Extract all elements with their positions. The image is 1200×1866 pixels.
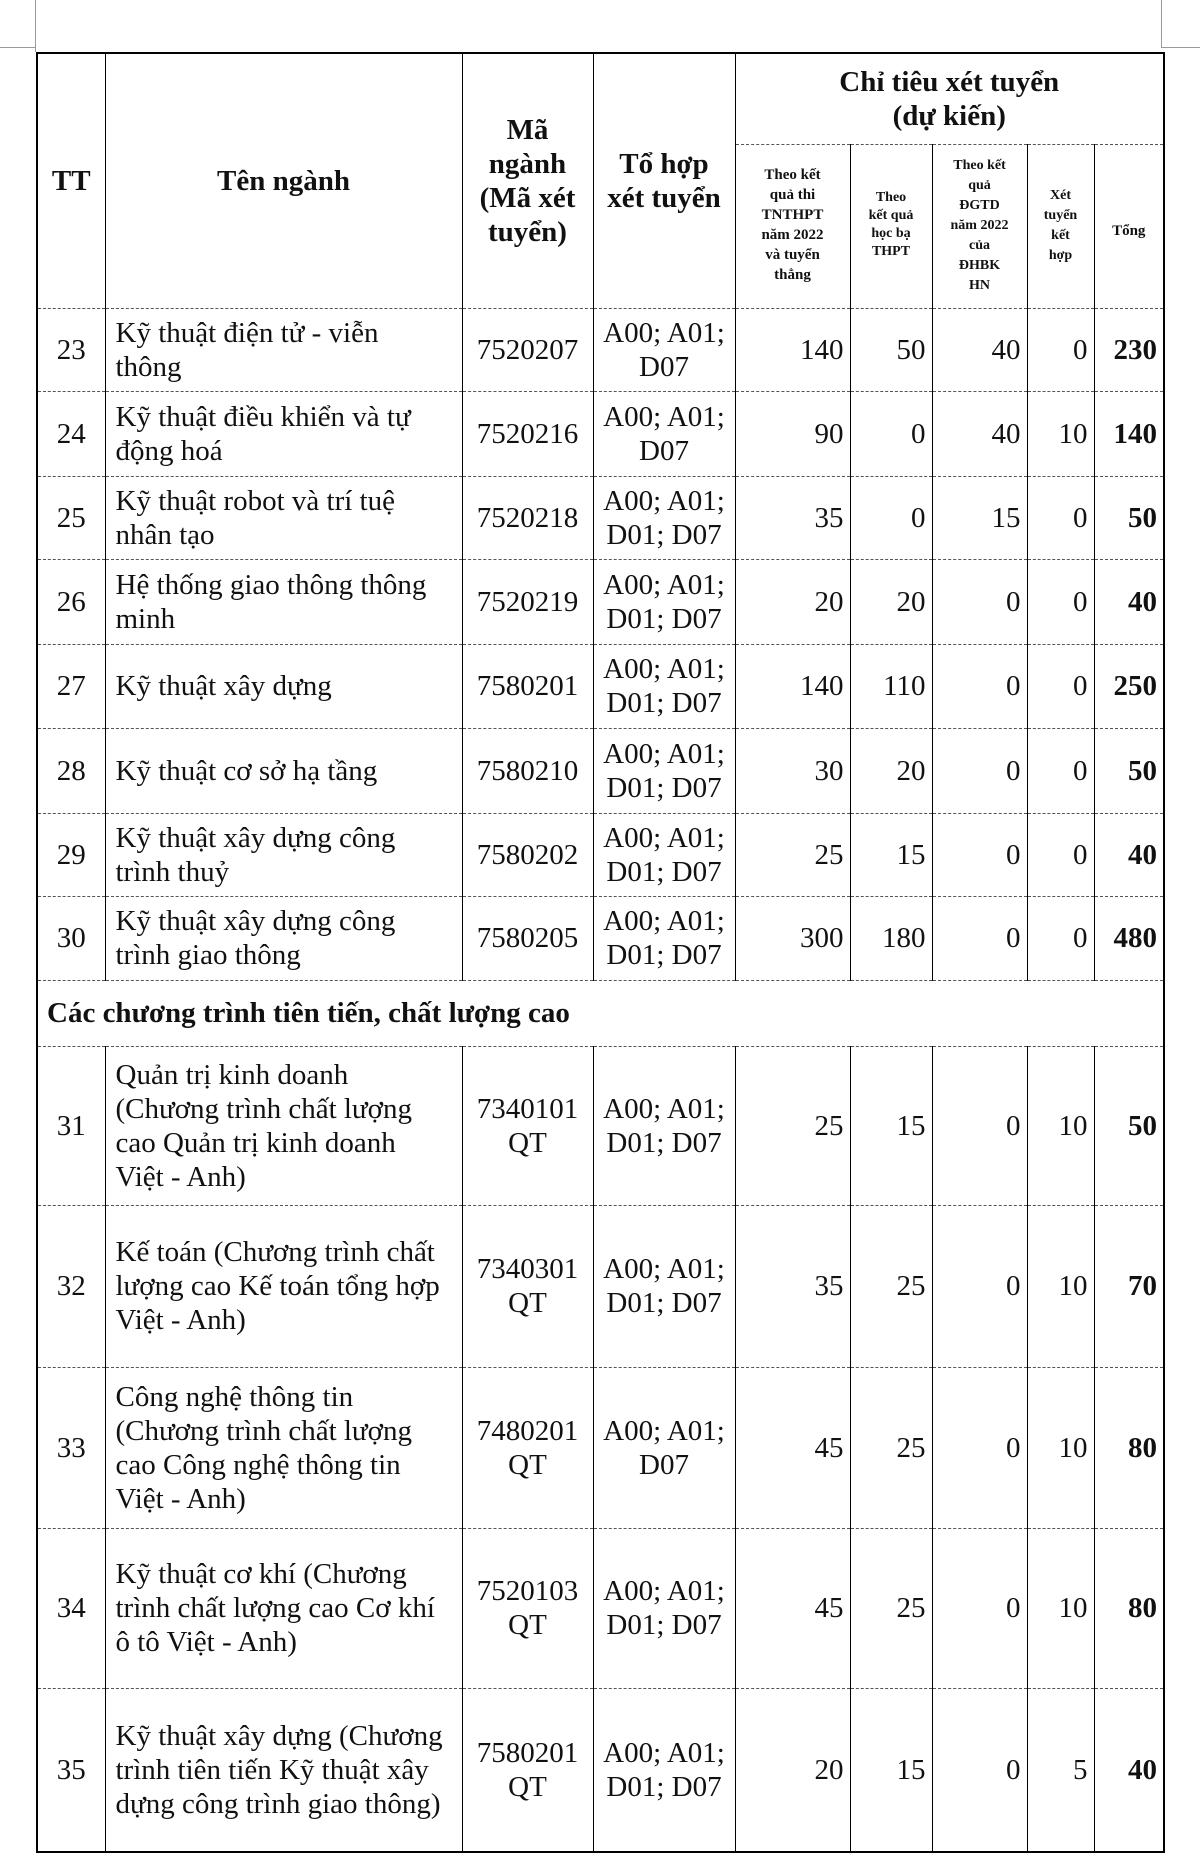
margin-mark-top-right-vertical xyxy=(1161,0,1162,48)
header-quota-group xyxy=(735,53,1164,144)
cell-quota-aptitude: 40 xyxy=(932,391,1027,476)
cell-program-code: 7520218 xyxy=(462,476,593,559)
cell-program-code: 7580202 xyxy=(462,813,593,896)
cell-quota-combined: 5 xyxy=(1027,1688,1094,1852)
cell-quota-aptitude: 0 xyxy=(932,728,1027,813)
cell-program-name: Kỹ thuật xây dựng xyxy=(105,644,462,728)
header-tt: TT xyxy=(37,53,105,308)
cell-quota-transcript: 15 xyxy=(850,1046,932,1205)
cell-program-code: 7520103 QT xyxy=(462,1528,593,1688)
margin-mark-top-left-vertical xyxy=(35,0,36,52)
header-quota-combined-label: Xét tuyển kết hợp xyxy=(1043,187,1078,263)
cell-quota-transcript: 20 xyxy=(850,728,932,813)
cell-program-name: Kỹ thuật cơ khí (Chương trình chất lượng cao Cơ khí ô tô Việt - Anh) xyxy=(105,1528,462,1688)
cell-quota-combined: 0 xyxy=(1027,644,1094,728)
cell-quota-combined: 0 xyxy=(1027,896,1094,980)
cell-subject-combination: A00; A01; D01; D07 xyxy=(593,1528,735,1688)
cell-quota-transcript: 25 xyxy=(850,1528,932,1688)
header-subject-combination: Tổ hợp xét tuyển xyxy=(593,53,735,308)
cell-quota-total: 80 xyxy=(1094,1367,1164,1528)
cell-program-name: Quản trị kinh doanh (Chương trình chất lượng cao Quản trị kinh doanh Việt - Anh) xyxy=(105,1046,462,1205)
cell-subject-combination: A00; A01; D01; D07 xyxy=(593,728,735,813)
header-program-code: Mã ngành (Mã xét tuyển) xyxy=(462,53,593,308)
cell-quota-aptitude: 40 xyxy=(932,308,1027,391)
cell-quota-combined: 0 xyxy=(1027,728,1094,813)
margin-mark-top-left-horizontal xyxy=(0,47,36,48)
cell-quota-total: 480 xyxy=(1094,896,1164,980)
cell-quota-transcript: 180 xyxy=(850,896,932,980)
cell-quota-exam: 25 xyxy=(735,1046,850,1205)
cell-quota-transcript: 0 xyxy=(850,476,932,559)
cell-program-code: 7520216 xyxy=(462,391,593,476)
cell-quota-aptitude: 15 xyxy=(932,476,1027,559)
cell-quota-exam: 20 xyxy=(735,1688,850,1852)
header-quota-group-label: Chỉ tiêu xét tuyển (dự kiến) xyxy=(839,65,1060,132)
cell-program-name: Kỹ thuật xây dựng công trình thuỷ xyxy=(105,813,462,896)
cell-subject-combination: A00; A01; D01; D07 xyxy=(593,1688,735,1852)
cell-subject-combination: A00; A01; D07 xyxy=(593,308,735,391)
cell-quota-exam: 35 xyxy=(735,1205,850,1367)
cell-subject-combination: A00; A01; D01; D07 xyxy=(593,476,735,559)
cell-quota-combined: 10 xyxy=(1027,1367,1094,1528)
cell-tt: 27 xyxy=(37,644,105,728)
cell-quota-transcript: 110 xyxy=(850,644,932,728)
cell-program-code: 7340301 QT xyxy=(462,1205,593,1367)
table-row xyxy=(37,1205,1164,1367)
cell-quota-aptitude: 0 xyxy=(932,559,1027,644)
cell-quota-aptitude: 0 xyxy=(932,1205,1027,1367)
cell-quota-combined: 0 xyxy=(1027,813,1094,896)
cell-subject-combination: A00; A01; D07 xyxy=(593,391,735,476)
cell-program-name: Hệ thống giao thông thông minh xyxy=(105,559,462,644)
margin-mark-top-right-horizontal xyxy=(1161,47,1200,48)
cell-tt: 23 xyxy=(37,308,105,391)
cell-quota-total: 50 xyxy=(1094,1046,1164,1205)
table-row xyxy=(37,1367,1164,1528)
cell-quota-total: 40 xyxy=(1094,813,1164,896)
cell-quota-aptitude: 0 xyxy=(932,1528,1027,1688)
cell-program-code: 7580205 xyxy=(462,896,593,980)
cell-program-name: Kỹ thuật xây dựng công trình giao thông xyxy=(105,896,462,980)
cell-quota-total: 250 xyxy=(1094,644,1164,728)
cell-quota-aptitude: 0 xyxy=(932,1688,1027,1852)
cell-program-name: Kỹ thuật điện tử - viễn thông xyxy=(105,308,462,391)
cell-program-name: Kế toán (Chương trình chất lượng cao Kế toán tổng hợp Việt - Anh) xyxy=(105,1205,462,1367)
cell-subject-combination: A00; A01; D01; D07 xyxy=(593,813,735,896)
header-quota-exam xyxy=(735,144,850,308)
table-row xyxy=(37,476,1164,559)
cell-program-code: 7580201 QT xyxy=(462,1688,593,1852)
cell-quota-exam: 35 xyxy=(735,476,850,559)
header-quota-total-label: Tổng xyxy=(1112,223,1146,239)
cell-quota-total: 70 xyxy=(1094,1205,1164,1367)
cell-program-code: 7480201 QT xyxy=(462,1367,593,1528)
cell-quota-combined: 0 xyxy=(1027,308,1094,391)
header-quota-total xyxy=(1094,144,1164,308)
cell-quota-combined: 10 xyxy=(1027,391,1094,476)
cell-quota-combined: 10 xyxy=(1027,1528,1094,1688)
cell-quota-transcript: 25 xyxy=(850,1367,932,1528)
cell-tt: 35 xyxy=(37,1688,105,1852)
header-quota-aptitude xyxy=(932,144,1027,308)
cell-quota-aptitude: 0 xyxy=(932,1046,1027,1205)
cell-program-name: Kỹ thuật cơ sở hạ tầng xyxy=(105,728,462,813)
table-row xyxy=(37,728,1164,813)
cell-subject-combination: A00; A01; D01; D07 xyxy=(593,644,735,728)
cell-program-code: 7520219 xyxy=(462,559,593,644)
cell-tt: 24 xyxy=(37,391,105,476)
cell-quota-total: 80 xyxy=(1094,1528,1164,1688)
cell-quota-exam: 45 xyxy=(735,1367,850,1528)
cell-tt: 25 xyxy=(37,476,105,559)
cell-quota-transcript: 15 xyxy=(850,813,932,896)
cell-quota-aptitude: 0 xyxy=(932,1367,1027,1528)
cell-program-name: Kỹ thuật robot và trí tuệ nhân tạo xyxy=(105,476,462,559)
table-row xyxy=(37,644,1164,728)
cell-quota-transcript: 20 xyxy=(850,559,932,644)
cell-subject-combination: A00; A01; D01; D07 xyxy=(593,559,735,644)
cell-quota-total: 50 xyxy=(1094,728,1164,813)
cell-quota-aptitude: 0 xyxy=(932,896,1027,980)
cell-quota-exam: 30 xyxy=(735,728,850,813)
cell-program-name: Kỹ thuật xây dựng (Chương trình tiên tiến Kỹ thuật xây dựng công trình giao thông) xyxy=(105,1688,462,1852)
cell-program-name: Kỹ thuật điều khiển và tự động hoá xyxy=(105,391,462,476)
cell-quota-total: 140 xyxy=(1094,391,1164,476)
cell-program-code: 7580201 xyxy=(462,644,593,728)
cell-quota-total: 230 xyxy=(1094,308,1164,391)
cell-tt: 33 xyxy=(37,1367,105,1528)
cell-quota-exam: 140 xyxy=(735,644,850,728)
cell-quota-combined: 0 xyxy=(1027,476,1094,559)
table-row xyxy=(37,896,1164,980)
cell-tt: 28 xyxy=(37,728,105,813)
cell-subject-combination: A00; A01; D01; D07 xyxy=(593,1046,735,1205)
cell-quota-total: 40 xyxy=(1094,559,1164,644)
cell-tt: 32 xyxy=(37,1205,105,1367)
cell-quota-aptitude: 0 xyxy=(932,644,1027,728)
cell-quota-total: 40 xyxy=(1094,1688,1164,1852)
cell-quota-combined: 10 xyxy=(1027,1205,1094,1367)
table-row xyxy=(37,813,1164,896)
cell-quota-exam: 300 xyxy=(735,896,850,980)
table-row xyxy=(37,308,1164,391)
cell-quota-exam: 140 xyxy=(735,308,850,391)
cell-program-name: Công nghệ thông tin (Chương trình chất lượng cao Công nghệ thông tin Việt - Anh) xyxy=(105,1367,462,1528)
cell-tt: 26 xyxy=(37,559,105,644)
cell-quota-transcript: 15 xyxy=(850,1688,932,1852)
header-quota-combined xyxy=(1027,144,1094,308)
cell-quota-combined: 0 xyxy=(1027,559,1094,644)
cell-quota-transcript: 25 xyxy=(850,1205,932,1367)
section-title: Các chương trình tiên tiến, chất lượng cao xyxy=(37,980,1164,1046)
header-quota-transcript-label: Theo kết quả học bạ THPT xyxy=(868,190,914,259)
cell-subject-combination: A00; A01; D01; D07 xyxy=(593,1205,735,1367)
table-row xyxy=(37,1528,1164,1688)
cell-quota-total: 50 xyxy=(1094,476,1164,559)
cell-tt: 31 xyxy=(37,1046,105,1205)
cell-subject-combination: A00; A01; D07 xyxy=(593,1367,735,1528)
header-quota-transcript xyxy=(850,144,932,308)
admission-quota-table xyxy=(36,52,1165,1853)
header-row xyxy=(37,53,1164,144)
cell-tt: 30 xyxy=(37,896,105,980)
cell-quota-exam: 20 xyxy=(735,559,850,644)
cell-program-code: 7580210 xyxy=(462,728,593,813)
cell-tt: 34 xyxy=(37,1528,105,1688)
cell-quota-aptitude: 0 xyxy=(932,813,1027,896)
cell-quota-exam: 45 xyxy=(735,1528,850,1688)
table-row xyxy=(37,391,1164,476)
cell-quota-exam: 25 xyxy=(735,813,850,896)
table-row xyxy=(37,1688,1164,1852)
cell-program-code: 7520207 xyxy=(462,308,593,391)
table-row xyxy=(37,1046,1164,1205)
header-program-name: Tên ngành xyxy=(105,53,462,308)
cell-quota-exam: 90 xyxy=(735,391,850,476)
header-quota-exam-label: Theo kết quả thi TNTHPT năm 2022 và tuyển thẳng xyxy=(761,167,824,283)
cell-quota-combined: 10 xyxy=(1027,1046,1094,1205)
cell-program-code: 7340101 QT xyxy=(462,1046,593,1205)
cell-quota-transcript: 0 xyxy=(850,391,932,476)
header-quota-aptitude-label: Theo kết quả ĐGTD năm 2022 của ĐHBK HN xyxy=(950,157,1009,293)
cell-quota-transcript: 50 xyxy=(850,308,932,391)
section-header-row xyxy=(37,980,1164,1046)
cell-tt: 29 xyxy=(37,813,105,896)
cell-subject-combination: A00; A01; D01; D07 xyxy=(593,896,735,980)
table-row xyxy=(37,559,1164,644)
